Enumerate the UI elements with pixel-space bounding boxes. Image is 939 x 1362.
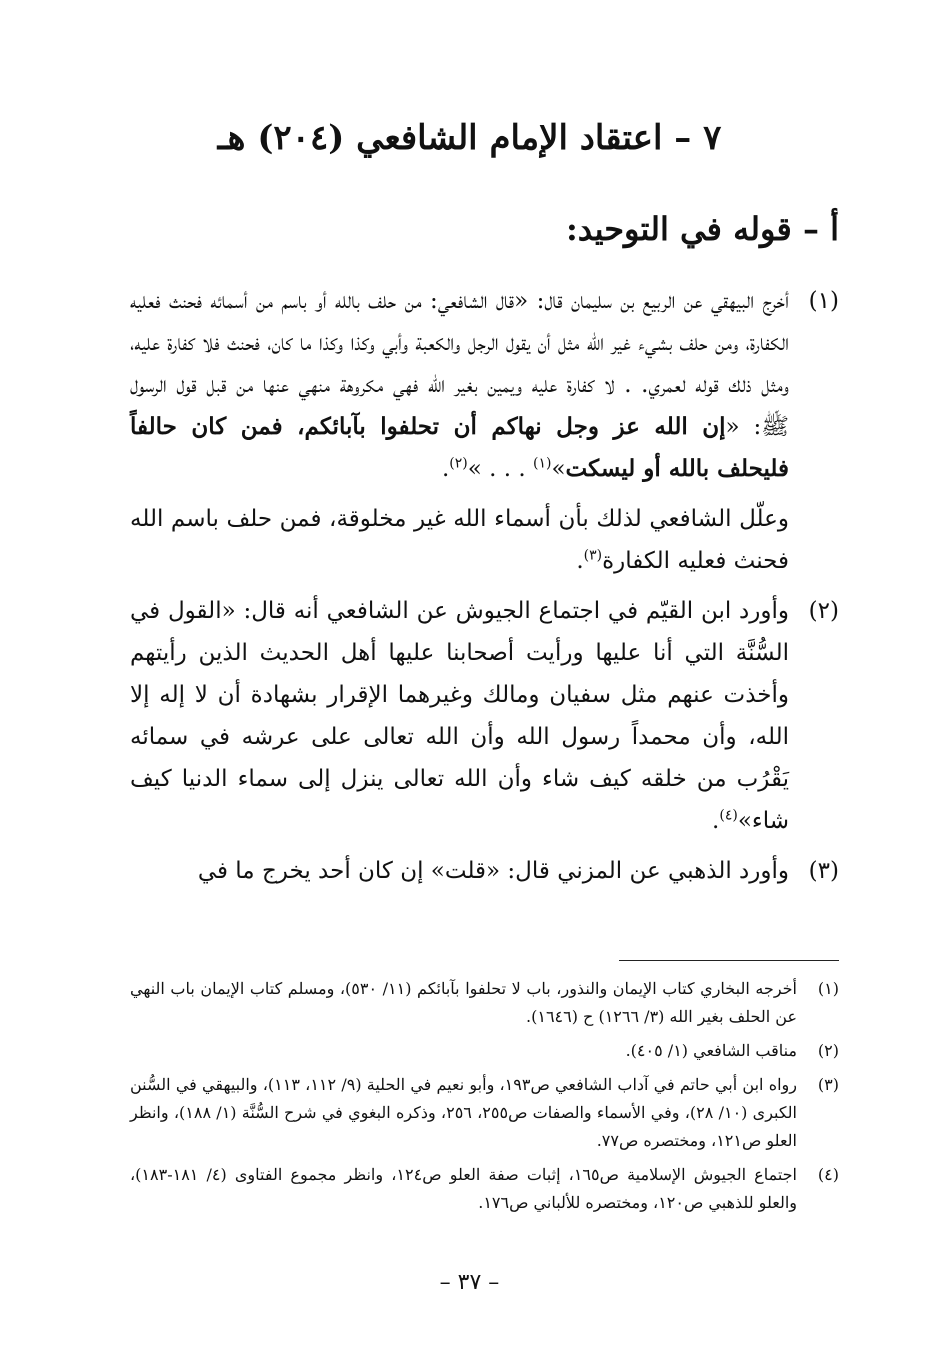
footnote [130,1037,839,1065]
item-end: . [441,456,450,482]
item-text [130,590,789,842]
chapter-title: ٧ – اعتقاد الإمام الشافعي (٢٠٤) هـ [217,118,722,158]
footnote-text: مناقب الشافعي (١/ ٤٠٥). [625,1041,797,1060]
continuation-end: . [576,548,584,574]
footnote-text: اجتماع الجيوش الإسلامية ص١٦٥، إثبات صفة العلو ص١٢٤، وانظر مجموع الفتاوى (٤/ ١٨١-١٨٣)، والعلو للذهبي ص١٢٠، ومختصره للألباني ص١٧٦. [130,1165,798,1212]
item-text: وأورد الذهبي عن المزني قال: «قلت» إن كان أحد يخرج ما في [197,858,789,884]
footnote-text: رواه ابن أبي حاتم في آداب الشافعي ص١٩٣، وأبو نعيم في الحلية (٩/ ١١٢، ١١٣)، والبيهقي في السُّنن الكبرى (١٠/ ٢٨)، وفي الأسماء والصفات ص٢٥٥، ٢٥٦، وذكره البغوي في شرح السُّنَّة (١/ ١٨٨)، وانظر العلو ص١٢١، ومختصره ص٧٧. [130,1075,798,1150]
hadith-quote: إن الله عز وجل نهاكم أن تحلفوا بآبائكم، فمن كان حالفاً فليحلف بالله أو ليسكت [130,413,789,482]
item-number: (٢) [808,598,839,624]
item-text-part: . . . » [467,456,533,482]
continuation-text: وعلّل الشافعي لذلك بأن أسماء الله غير مخلوقة، فمن حلف باسم الله فحنث فعليه الكفارة [130,506,789,574]
section-subtitle: أ – قوله في التوحيد: [565,210,839,248]
item-text-part: وأورد ابن القيّم في اجتماع الجيوش عن الشافعي أنه قال: «القول في السُّنَّة التي أنا عليها ورأيت أصحابنا عليها أهل الحديث الذين رأيتهم وأخذت عنهم مثل سفيان ومالك وغيرهما الإقرار بشهادة أن لا إله إلا الله، وأن محمداً رسول الله وأن الله تعالى على عرشه في سمائه يَقْرُب من خلقه كيف شاء وأن الله تعالى ينزل إلى سماء الدنيا كيف شاء» [130,598,789,834]
continuation-paragraph [130,498,839,582]
footnote-number: (١) [817,979,839,998]
paragraph-item-1 [130,280,839,490]
item-end: . [712,808,720,834]
paragraph-item-3 [130,850,839,892]
footnote-text: أخرجه البخاري كتاب الإيمان والنذور، باب لا تحلفوا بآبائكم (١١/ ٥٣٠)، ومسلم كتاب الإيمان باب النهي عن الحلف بغير الله (٣/ ١٢٦٦) ح (١٦٤٦). [130,979,797,1026]
quote-close: » [551,456,566,482]
main-text [130,280,839,900]
footnote [130,1161,839,1217]
footnote [130,1071,839,1155]
item-text-part: أخرج البيهقي عن الربيع بن سليمان قال: «قال الشافعي: من حلف بالله أو باسم من أسمائه فحنث فعليه الكفارة، ومن حلف بشيء غير الله مثل أن يقول الرجل والكعبة وأبي وكذا وكذا ما كان، فحنث فلا كفارة عليه، ومثل ذلك قوله لعمري. . لا كفارة عليه ويمين بغير الله فهي مكروهة منهي عنها من قبل قول الرسول ﷺ: « [130,288,789,440]
page-number: – ٣٧ – [439,1270,500,1295]
footnote [130,975,839,1031]
footnote-ref: (١) [533,455,552,472]
item-text [130,280,789,490]
footnotes [130,975,839,1223]
item-number: (١) [808,288,839,314]
footnote-ref: (٣) [583,547,603,564]
footnote-ref: (٢) [449,455,468,472]
footnote-number: (٣) [817,1075,839,1094]
item-number: (٣) [808,858,839,884]
footnote-ref: (٤) [719,807,738,824]
footnote-number: (٤) [817,1165,839,1184]
paragraph-item-2 [130,590,839,842]
footnote-divider [619,960,839,961]
footnote-number: (٢) [817,1041,839,1060]
